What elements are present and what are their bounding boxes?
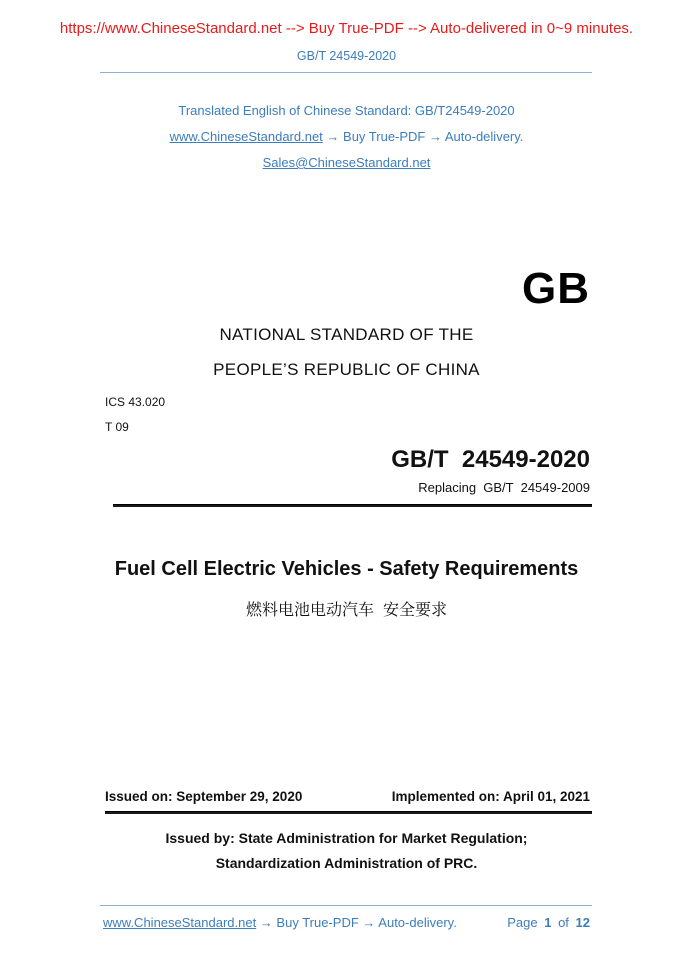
document-title-en: Fuel Cell Electric Vehicles - Safety Requirements xyxy=(114,558,579,580)
sales-email-link[interactable]: Sales@ChineseStandard.net xyxy=(262,155,431,170)
page-total: 12 xyxy=(575,915,590,930)
national-standard-line2: PEOPLE’S REPUBLIC OF CHINA xyxy=(213,360,480,379)
page-of-label: of xyxy=(558,915,569,930)
national-standard-line1: NATIONAL STANDARD OF THE xyxy=(219,325,474,344)
page-current: 1 xyxy=(544,915,552,930)
cover-rule-bottom xyxy=(105,811,592,814)
gb-logo: GB xyxy=(522,264,590,313)
translated-note: Translated English of Chinese Standard: GB/T24549-2020 xyxy=(178,103,515,118)
page-indicator xyxy=(504,915,590,930)
email-line xyxy=(0,155,693,170)
ics-code: ICS 43.020 xyxy=(105,395,166,409)
replacing-note: Replacing GB/T 24549-2009 xyxy=(418,480,590,495)
footer-site-link[interactable]: www.ChineseStandard.net xyxy=(103,915,257,930)
cover-rule-top xyxy=(113,504,592,507)
issued-by-line2: Standardization Administration of PRC. xyxy=(215,855,478,871)
document-title-zh: 燃料电池电动汽车 安全要求 xyxy=(246,602,447,619)
implemented-on-date: Implemented on: April 01, 2021 xyxy=(391,789,590,804)
footer-link-tail: → Buy True-PDF → Auto-delivery. xyxy=(256,915,457,930)
header-doc-code: GB/T 24549-2020 xyxy=(296,49,397,63)
page-label: Page xyxy=(507,915,538,930)
issued-on-date: Issued on: September 29, 2020 xyxy=(105,789,303,804)
promo-link[interactable]: https://www.ChineseStandard.net --> Buy True-PDF --> Auto-delivered in 0~9 minutes. xyxy=(59,20,634,37)
class-code: T 09 xyxy=(105,420,129,434)
site-link[interactable]: www.ChineseStandard.net xyxy=(169,129,323,144)
footer-link-line xyxy=(103,915,457,930)
header-rule xyxy=(100,72,592,73)
site-link-line xyxy=(0,129,693,144)
standard-number: GB/T 24549-2020 xyxy=(391,446,590,473)
footer-rule xyxy=(100,905,592,906)
site-link-tail: → Buy True-PDF → Auto-delivery. xyxy=(322,129,524,144)
issued-by-line1: Issued by: State Administration for Market Regulation; xyxy=(165,830,528,846)
